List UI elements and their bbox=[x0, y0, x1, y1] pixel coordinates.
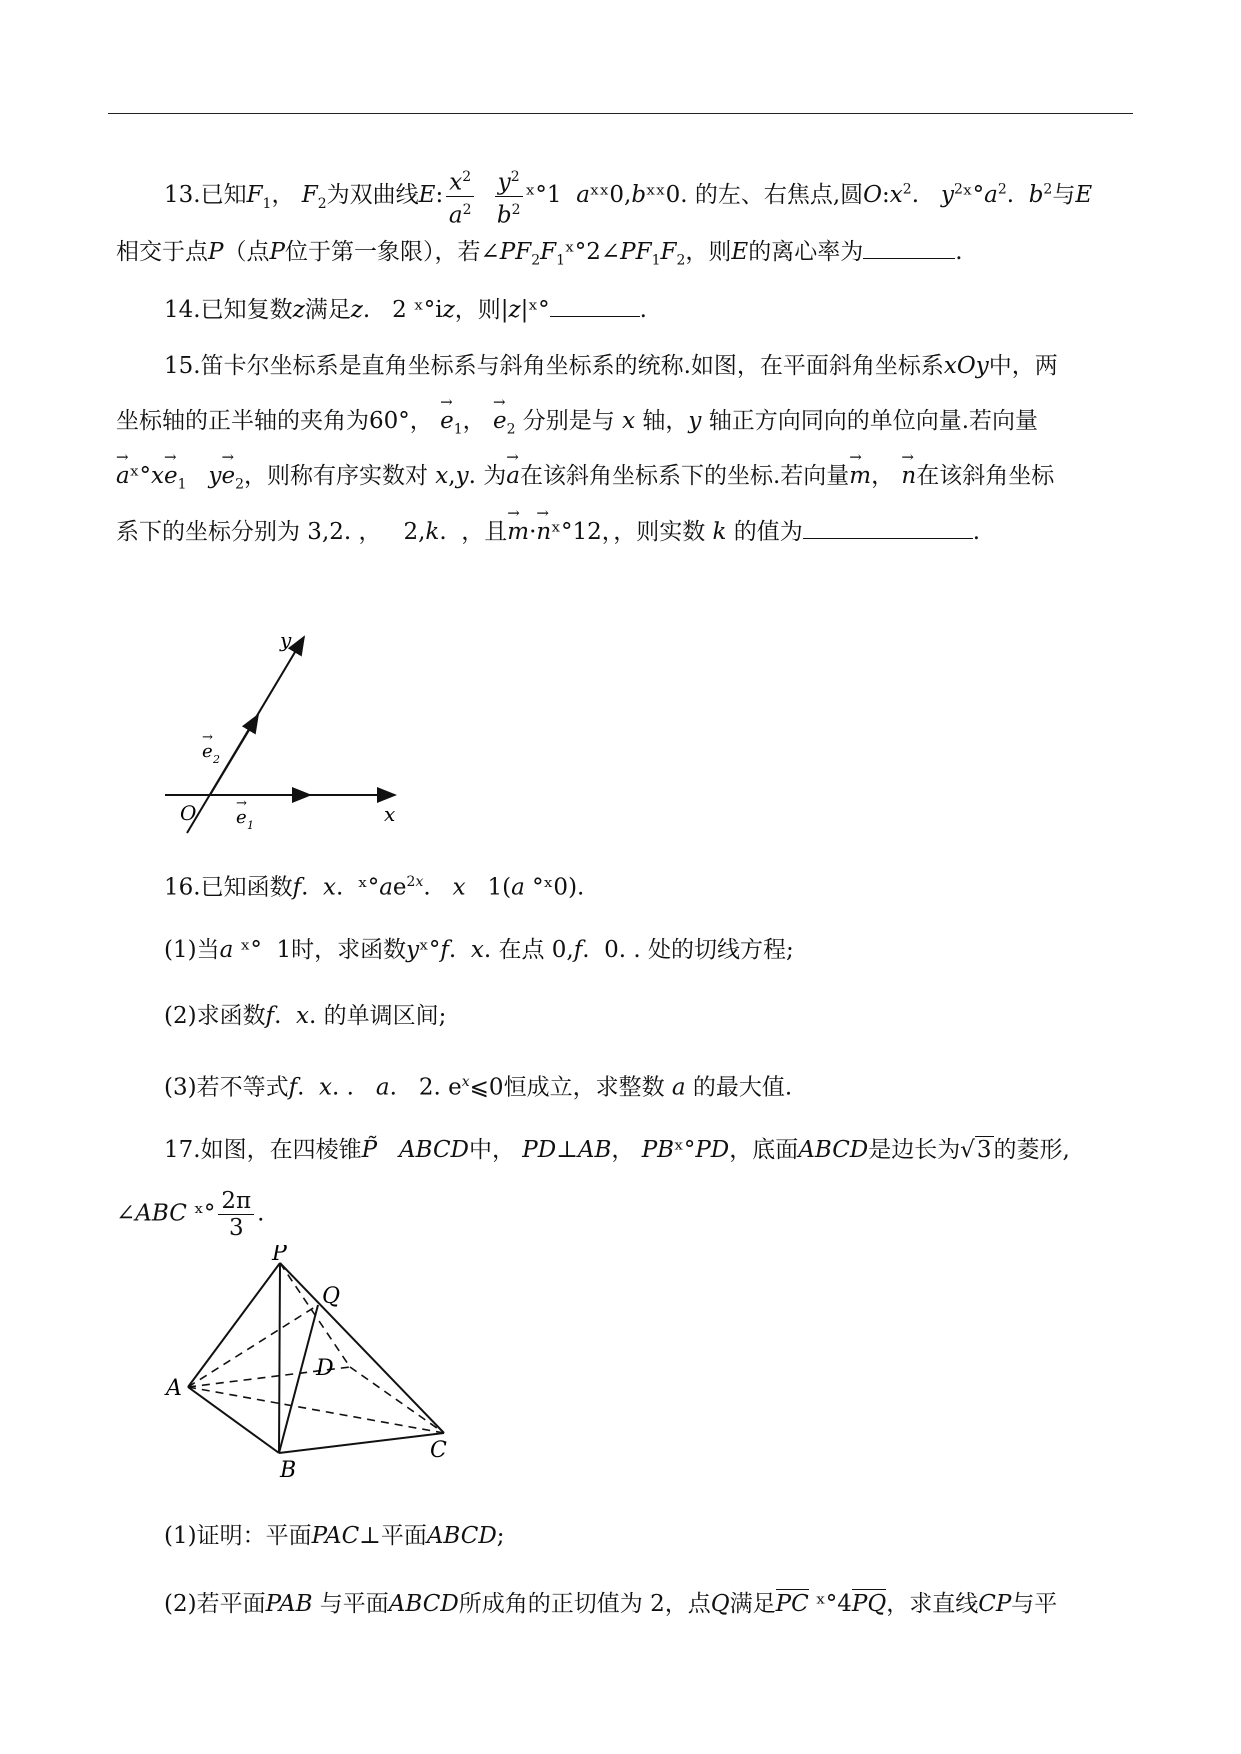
label-Q: Q bbox=[322, 1284, 341, 1309]
label-B: B bbox=[280, 1458, 297, 1480]
q15-line4: 系下的坐标分别为 3,2. ， 2,k. ，且→ m·→ nˣ°12，，则实数 k 的值为 . bbox=[116, 516, 980, 548]
q16-part1: (1)当a ˣ° 1时，求函数yˣ°f. x. 在点 0,f. 0. . 处的切线方程; bbox=[164, 937, 794, 963]
q13-line2: 相交于点P（点P位于第一象限），若$\angle PF_2F_1ˣ^\circ 2\angle PF_1F_2$，则E的离心率为 . bbox=[116, 236, 963, 277]
q17-line1: 17.如图，在四棱锥P̃ ABCD中， PD⊥AB， PBˣ°PD，底面ABCD是边长为√3的菱形, bbox=[164, 1137, 1070, 1163]
edge-BQ bbox=[279, 1305, 318, 1453]
q17-line2: ∠ABC ˣ° $\frac{2\pi}{3}$ . bbox=[116, 1188, 265, 1241]
origin-label: O bbox=[180, 801, 197, 825]
edge-AB bbox=[188, 1387, 279, 1453]
e2-sub: 2 bbox=[213, 753, 220, 766]
e2-label: e bbox=[202, 741, 213, 762]
label-C: C bbox=[430, 1438, 447, 1463]
e2-vec-arrow: → bbox=[202, 730, 213, 745]
label-A: A bbox=[166, 1376, 182, 1401]
q15-line3: → aˣ°x→ $e_1$ $y\to e_2$，则称有序实数对 x,y. 为→ a在该斜角坐标系下的坐标.若向量→ m， → n在该斜角坐标 bbox=[116, 460, 1054, 501]
edge-DC bbox=[350, 1367, 444, 1433]
pyramid-figure bbox=[160, 1245, 480, 1480]
label-P: P bbox=[272, 1245, 287, 1266]
e1-label: e bbox=[236, 807, 247, 828]
q16-title: 16.已知函数f. x. $ˣ^\circ ae^{2x}$. x 1(a °ˣ0). bbox=[164, 874, 585, 901]
edge-PA bbox=[188, 1263, 280, 1387]
q15-line2: 坐标轴的正半轴的夹角为60°， → $e_1$， → $e_2$ 分别是与 x 轴，y 轴正方向同向的单位向量.若向量 bbox=[116, 405, 1038, 446]
edge-PB bbox=[279, 1263, 280, 1453]
q16-part3: (3)若不等式f. x. . a. 2. $e^x⩽0$恒成立，求整数 a 的最大值. bbox=[164, 1074, 793, 1101]
q16-part2: (2)求函数f. x. 的单调区间; bbox=[164, 1003, 447, 1029]
q15-line1: 15.笛卡尔坐标系是直角坐标系与斜角坐标系的统称.如图，在平面斜角坐标系xOy中，两 bbox=[164, 353, 1058, 379]
e1-vec-arrow: → bbox=[236, 796, 247, 811]
y-label: y bbox=[280, 628, 292, 652]
edge-PD bbox=[280, 1263, 350, 1367]
q13-line1: 13.已知$F_1$， $F_2$为双曲线E: $\frac{x^2}{a^2}$ $\frac{y^2}{b^2}$ ˣ°1 aˣˣ0,bˣˣ0. 的左、右焦点,圆$O:x^2$. $y^2ˣ^\circ a^2$. $b^2$与E bbox=[164, 164, 1092, 228]
q17-part1: (1)证明：平面PAC⊥平面ABCD; bbox=[164, 1523, 505, 1549]
edge-BC bbox=[279, 1433, 444, 1453]
q17-part2: (2)若平面PAB 与平面ABCD所成角的正切值为 2，点Q满足PC ˣ°4PQ，求直线CP与平 bbox=[164, 1591, 1058, 1617]
e1-sub: 1 bbox=[247, 819, 254, 832]
oblique-axes-figure bbox=[140, 625, 420, 835]
q14-line: 14.已知复数z满足z. 2 ˣ°iz，则|z|ˣ° . bbox=[164, 294, 647, 326]
label-D: D bbox=[316, 1356, 334, 1381]
edge-AQ bbox=[188, 1305, 318, 1387]
header-rule bbox=[108, 113, 1133, 114]
x-label: x bbox=[384, 802, 396, 826]
